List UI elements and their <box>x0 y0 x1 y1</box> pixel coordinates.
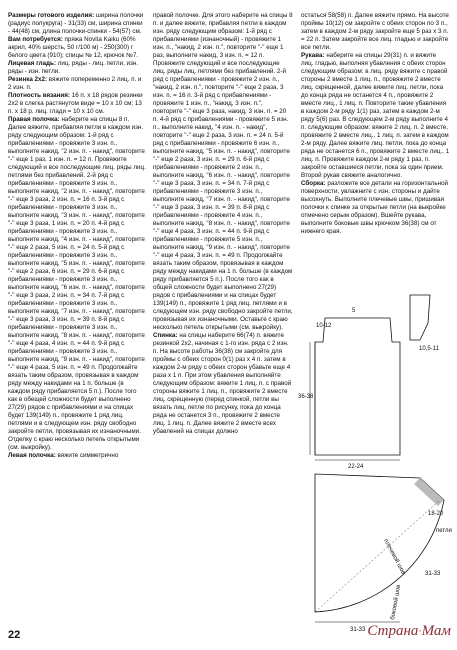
shoulder-seam-label: плечевой шов <box>382 538 406 576</box>
left-front-heading: Левая полочка: <box>8 452 56 459</box>
open-label: петли <box>436 528 452 534</box>
sleeve-h-label: 18-20 <box>428 511 444 517</box>
gauge-text: 16 п. х 18 рядов резинки 2х2 в слегка растянутом виде = 10 х 10 см; 13 п. х 18 р. лиц. глади = 10 х 10 см. <box>8 92 143 115</box>
side-seam-label: боковой шов <box>390 584 403 621</box>
sleeves-heading: Рукава: <box>301 52 325 59</box>
watermark: Страна·Мам <box>367 623 451 639</box>
shoulder-label: 5 <box>352 308 356 314</box>
assembly-heading: Сборка: <box>301 180 326 187</box>
back-text: на спицы наберите 66(74) п. вяжите резинкой 2х2, начиная с 1-го изн. ряда с 2 изн. п. На высоте работы 36(38) см закройте для проймы с обеих сторон 0(1) раз х 4 п. затем в каждом 2-м ряду с обеих сторон убавьте еще 4 раза х 1 п. При этом убавления выполняйте следующим образом: вяжите 1 лиц. п. с правой стороны вяжите 1 лиц. п., провяжите 2 вместе лиц. скрещенную (перед спинкой, петли вы вязать лиц. петле по рисунку, пока до конца ряда не останется 3 п., провяжите 2 вместе лиц. 1 лиц. п. Далее вяжите 2 вместе всех убавлений на спицах должно <box>153 332 292 435</box>
right-front-heading: Правая полочка: <box>8 116 60 123</box>
rib-heading: Резинка 2х2: <box>8 76 48 83</box>
armhole-label: 10-12 <box>316 323 332 329</box>
materials-text: пряжа Novita Kaiku (60% акрил, 40% шерсть, 50 г/100 м) - 250(300) г белого цвета (910); спицы № 12, крючок №7. <box>8 36 139 59</box>
front-outline <box>315 474 444 612</box>
stockinette-heading: Лицевая гладь: <box>8 60 56 67</box>
front-width-label: 31-33 <box>350 627 366 633</box>
assembly-text: разложите все детали на горизонтальной поверхности, увлажните с изн. стороны и дайте высохнуть. Выполните плечевые швы, пришивая полочки к спинке за открытые петли (на выкройке отмечено серым образом). Вшейте рукава, выполните боковые швы крючком 36(38) см от нижнего края. <box>301 180 449 235</box>
front-height-label: 31-33 <box>425 571 441 577</box>
materials-heading: Вам потребуется: <box>8 36 63 43</box>
right-front-text: наберите на спицы 8 п. Далее вяжите, прибавляя петли в каждом изн. ряду следующим образом: 1-й ряд с прибавлениями - провяжите 3 изн. п., выполните накид, "2 изн. п. - накид", повторите "-" еще 1 раз, 1 изн. п. = 12 п. Провяжите следующий и все последующие лиц. ряды лиц. петлями без прибавлений. 2-й ряд с прибавлениями - провяжите 3 изн. п., выполните накид, "2 изн. п. - накид", повторите "-" еще 3 раза, 2 изн. п. = 16 п. 3-й ряд с прибавлениями - провяжите 3 изн. п., выполните накид, "3 изн. п. - накид", повторите "-" еще 3 раза, 1 изн. п. = 20 п. 4-й ряд с прибавлениями - провяжите 3 изн. п., выполните накид, "4 изн. п. - накид", повторите "-" еще 2 раза, 5 изн. п. = 24 п. 5-й ряд с прибавлениями - провяжите 3 изн. п., выполните накид, "5 изн. п. - накид", повторите "-" еще 2 раза, 6 изн. п. = 29 п. 6-й ряд с прибавлениями - провяжите 3 изн. п., выполните накид, "6 изн. п. - накид", повторите "-" еще 3 раза, 2 изн. п. = 34 п. 7-й ряд с прибавлениями - провяжите 3 изн. п., выполните накид, "7 изн. п. - накид", повторите "-" еще 3 раза, 3 изн. п. = 39 п. 8-й ряд с прибавлениями - провяжите 3 изн. п., выполните накид, "8 изн. п. - накид", повторите "-" еще 4 раза, 4 изн. п. = 44 п. 9-й ряд с прибавлениями - провяжите 3 изн. п., выполните накид, "9 изн. п. - накид", повторите "-" еще 4 раза, 5 изн. п. = 49 п. Продолжайте вязать таким образом, провязывая в каждом ряду между накидами на 1 п. больше (в каждом ряду прибавляется 5 п.). После того как в обещей сложности будет выполнено 27(29) рядов с прибавлениями и на спицах будет 139(149) п., провяжите 1 ряд лиц. петлями и в следующем изн. ряду свободно закройте петли, прoвязывая их изнаночными. Отделку с краю несколько петель открытыми (см. выкройку). <box>8 116 146 451</box>
stockinette-text: лиц. ряды - лиц. петли, изн. ряды - изн. петли. <box>8 60 139 75</box>
sleeve-top-label: 10,5-11 <box>419 346 439 352</box>
size-text: ширина полочки (радиус полукруга) - 31(33) см, ширина спинки - 44(48) см, длина полочки-спинки - 54(57) см. <box>8 12 144 35</box>
back-width-label: 22-24 <box>348 464 364 470</box>
open-stitches-marker <box>414 478 444 506</box>
sleeves-text: наберите на спицы 29(31) п. и вяжите лиц. гладью, выполняя убавления с обеих сторон следующим образом: в лиц. ряду вяжите с правой стороны 2 вместе 1 лиц. п., провяжите 2 вместе лиц. скрещенной, далее вяжите лиц. петли, пока до конца ряда не останется 4 п., провяжите 2 вместе лиц., 1 лиц. п. Повторите такие убавления в каждом 2-м ряду 1(1) раз, затем в каждом 2-м ряду 5(6) раз. В следующем 2-м ряду выполните 4 п. следующим образом: вяжите 2 лиц. п. 2 вместе, провяжите 2 вместе лиц., 1 лиц. п. затем в каждом 2-м ряду. Далее вяжите лиц. петли, пока до конца ряда не останется 6 п., провяжите 2 вместе лиц., 1 лиц. п. Провяжите каждом 2-м ряду 1 раз, п. закройте оставшиеся петли, пока за один прием. Второй рукав свяжите аналогично. <box>301 52 450 179</box>
left-front-text: вяжите симметрично <box>55 452 119 459</box>
back-height-label: 36-38 <box>298 394 314 400</box>
back-outline <box>315 318 400 455</box>
page-number: 22 <box>8 629 21 641</box>
rib-text: вяжите попеременно 2 лиц. п. и 2 изн. п. <box>8 76 142 91</box>
back-heading: Спинка: <box>153 332 178 339</box>
gauge-heading: Плотность вязания: <box>8 92 70 99</box>
size-heading: Размеры готового изделия: <box>8 12 95 19</box>
back-text-cont: остаться 58(58) п. Далее вяжите прямо. На высоте проймы 10(12) см закройте с обеих сторон по 3 п., затем в каждом 2-м ряду закройте еще 5 раз х 3 п. = 22 п. Затем закройте все лиц. гладью и закройте все петли. <box>301 12 449 51</box>
left-front-text-cont: правой полочке. Для этого наберите на спицы 8 п. и далее вяжите, прибавляя петли в каждом изн. ряду следующим образом: 1-й ряд с прибавлениями (изнаночный) - провяжите 1 изн. п., "накид, 2 изн. п.", повторите "-" еще 1 раз, выполните накид, 3 изн. п. = 12 п. Провяжите следующий и все последующие лиц. ряды лиц. петлями без прибавлений. 2-й ряд с прибавлениями - провяжите 2 изн. п., "накид, 2 изн. п.", повторите "-" еще 2 раза, 3 изн. п. = 16 п. 3-й ряд с прибавлениями - провяжите 1 изн. п., "накид, 3 изн. п.", повторите "-" еще 3 раза, накид, 3 изн. п. = 20 п. 4-й ряд с прибавлениями - провяжите 5 изн. п., выполните накид, "4 изн. п. - накид", повторите "-" еще 2 раза, 3 изн. п. = 24 п. 5-й ряд с прибавлениями - провяжите 6 изн. п., выполните накид, "5 изн. п. - накид", повторите "-" еще 2 раза, 3 изн. п. = 29 п. 6-й ряд с прибавлениями - провяжите 2 изн. п., выполните накид, "6 изн. п. - накид", повторите "-" еще 3 раза, 3 изн. п. = 34 п. 7-й ряд с прибавлениями - провяжите 3 изн. п., выполните накид, "7 изн. п. - накид", повторите "-" еще 3 раза, 3 изн. п. = 39 п. 8-й ряд с прибавлениями - провяжите 4 изн. п., выполните накид, "8 изн. п. - накид", повторите "-" еще 4 раза, 3 изн. п. = 44 п. 9-й ряд с прибавлениями - провяжите 5 изн. п., выполните накид, "9 изн. п. - накид", повторите "-" еще 4 раза, 3 изн. п. = 49 п. Продолжайте вязать таким образом, провязывая в каждом ряду между накидами на 1 п. больше (в каждом ряду прибавляется 5 п.). После того как в общей сложности будет выполнено 27(29) рядов с прибавлениями и на спицах будет 139(149) п., провяжите 1 ряд лиц. петлями и в следующем изн. ряду свободно закройте петли, провязывая их изнаночными. Оставьте с краю несколько петель открытыми (см. выкройку). <box>153 12 293 331</box>
fold-line <box>315 500 440 612</box>
sleeve-outline <box>410 295 430 340</box>
